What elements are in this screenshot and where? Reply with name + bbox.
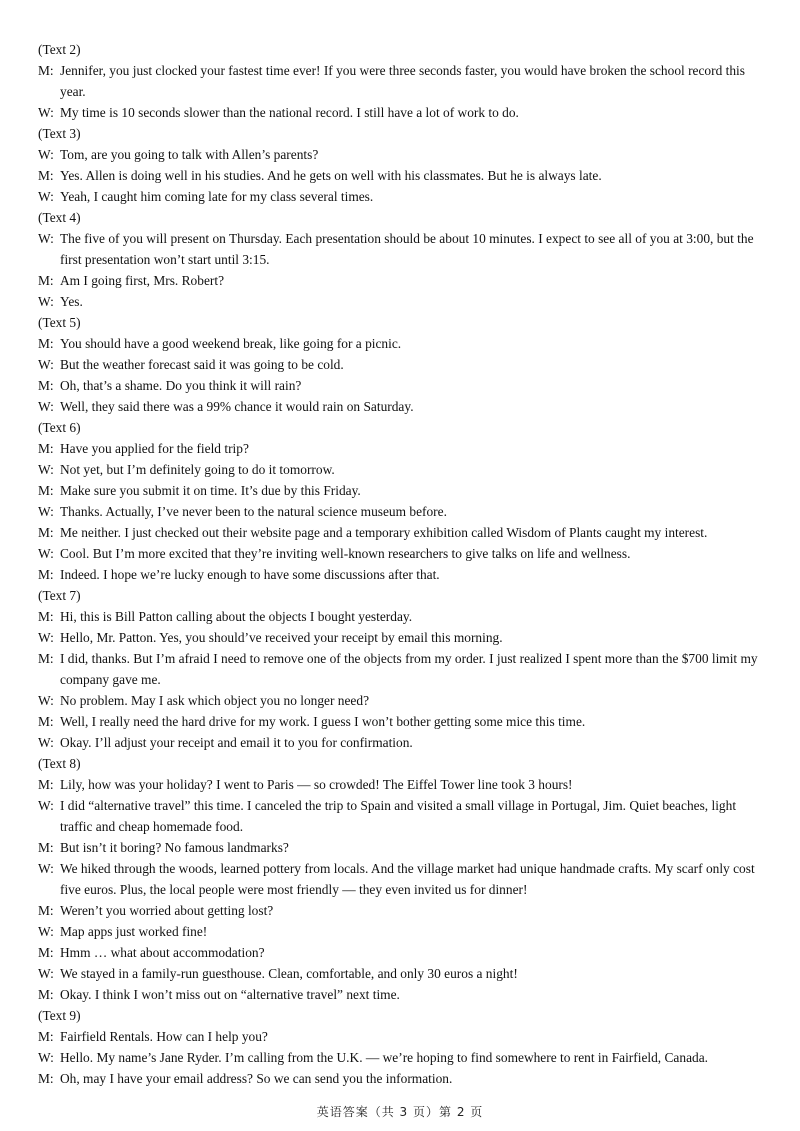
dialogue-text: Hi, this is Bill Patton calling about the objects I bought yesterday. <box>60 609 413 624</box>
dialogue-line <box>38 921 768 942</box>
dialogue-line <box>38 480 768 501</box>
dialogue-text: I did “alternative travel” this time. I canceled the trip to Spain and visited a small village in Portugal, Jim. Quiet beaches, light traffic and cheap homemade food. <box>60 798 737 834</box>
dialogue-line <box>38 501 768 522</box>
dialogue-line <box>38 438 768 459</box>
dialogue-text: My time is 10 seconds slower than the national record. I still have a lot of work to do. <box>60 105 519 120</box>
speaker-label: W: <box>38 147 54 162</box>
dialogue-text: We stayed in a family-run guesthouse. Clean, comfortable, and only 30 euros a night! <box>60 966 518 981</box>
dialogue-text: Well, I really need the hard drive for my work. I guess I won’t bother getting some mice this time. <box>60 714 586 729</box>
dialogue-text: Not yet, but I’m definitely going to do it tomorrow. <box>60 462 335 477</box>
dialogue-text: Thanks. Actually, I’ve never been to the natural science museum before. <box>60 504 447 519</box>
speaker-label: M: <box>38 168 54 183</box>
speaker-label: W: <box>38 357 54 372</box>
dialogue-line <box>38 606 768 627</box>
speaker-label: W: <box>38 189 54 204</box>
speaker-label: W: <box>38 399 54 414</box>
dialogue-text: Am I going first, Mrs. Robert? <box>60 273 225 288</box>
speaker-label: W: <box>38 231 54 246</box>
speaker-label: M: <box>38 273 54 288</box>
dialogue-line <box>38 942 768 963</box>
speaker-label: M: <box>38 378 54 393</box>
speaker-label: W: <box>38 504 54 519</box>
dialogue-line <box>38 963 768 984</box>
dialogue-line <box>38 774 768 795</box>
dialogue-text: Yeah, I caught him coming late for my class several times. <box>60 189 374 204</box>
speaker-label: M: <box>38 1029 54 1044</box>
dialogue-line <box>38 291 768 312</box>
dialogue-line <box>38 396 768 417</box>
dialogue-text: Okay. I think I won’t miss out on “alternative travel” next time. <box>60 987 400 1002</box>
dialogue-line <box>38 900 768 921</box>
speaker-label: W: <box>38 1050 54 1065</box>
speaker-label: M: <box>38 525 54 540</box>
dialogue-line <box>38 354 768 375</box>
dialogue-text: Okay. I’ll adjust your receipt and email it to you for confirmation. <box>60 735 413 750</box>
section-heading: (Text 4) <box>38 210 81 225</box>
section-heading: (Text 6) <box>38 420 81 435</box>
dialogue-line <box>38 165 768 186</box>
dialogue-text: We hiked through the woods, learned pottery from locals. And the village market had unique handmade crafts. My scarf only cost five euros. Plus, the local people were most friendly — they even invited us for dinner! <box>60 861 755 897</box>
dialogue-line <box>38 837 768 858</box>
dialogue-text: Hmm … what about accommodation? <box>60 945 265 960</box>
dialogue-line <box>38 186 768 207</box>
section-heading: (Text 3) <box>38 126 81 141</box>
dialogue-line <box>38 1026 768 1047</box>
speaker-label: M: <box>38 777 54 792</box>
speaker-label: W: <box>38 462 54 477</box>
dialogue-text: Make sure you submit it on time. It’s due by this Friday. <box>60 483 361 498</box>
speaker-label: M: <box>38 903 54 918</box>
dialogue-line <box>38 984 768 1005</box>
speaker-label: W: <box>38 735 54 750</box>
dialogue-line <box>38 144 768 165</box>
section-heading: (Text 2) <box>38 42 81 57</box>
dialogue-text: I did, thanks. But I’m afraid I need to remove one of the objects from my order. I just realized I spent more than the $700 limit my company gave me. <box>60 651 758 687</box>
dialogue-line <box>38 102 768 123</box>
section-heading: (Text 7) <box>38 588 81 603</box>
dialogue-line <box>38 1047 768 1068</box>
speaker-label: M: <box>38 63 54 78</box>
dialogue-text: Hello, Mr. Patton. Yes, you should’ve received your receipt by email this morning. <box>60 630 503 645</box>
dialogue-text: Fairfield Rentals. How can I help you? <box>60 1029 268 1044</box>
dialogue-text: Jennifer, you just clocked your fastest time ever! If you were three seconds faster, you would have broken the school record this year. <box>60 63 745 99</box>
speaker-label: M: <box>38 483 54 498</box>
dialogue-text: Oh, that’s a shame. Do you think it will rain? <box>60 378 302 393</box>
dialogue-line <box>38 270 768 291</box>
dialogue-line <box>38 648 768 690</box>
speaker-label: M: <box>38 945 54 960</box>
dialogue-text: Tom, are you going to talk with Allen’s parents? <box>60 147 319 162</box>
dialogue-line <box>38 795 768 837</box>
section-heading: (Text 5) <box>38 315 81 330</box>
section-heading: (Text 8) <box>38 756 81 771</box>
dialogue-line <box>38 627 768 648</box>
listening-transcript <box>38 39 768 1089</box>
dialogue-text: Yes. Allen is doing well in his studies. And he gets on well with his classmates. But he is always late. <box>60 168 602 183</box>
dialogue-line <box>38 333 768 354</box>
speaker-label: M: <box>38 567 54 582</box>
dialogue-line <box>38 522 768 543</box>
dialogue-line <box>38 228 768 270</box>
dialogue-text: Yes. <box>60 294 83 309</box>
dialogue-line <box>38 711 768 732</box>
speaker-label: M: <box>38 987 54 1002</box>
dialogue-text: The five of you will present on Thursday. Each presentation should be about 10 minutes. I expect to see all of you at 3:00, but the first presentation won’t start until 3:15. <box>60 231 754 267</box>
dialogue-line <box>38 375 768 396</box>
speaker-label: W: <box>38 294 54 309</box>
dialogue-line <box>38 60 768 102</box>
speaker-label: M: <box>38 1071 54 1086</box>
speaker-label: W: <box>38 798 54 813</box>
speaker-label: W: <box>38 630 54 645</box>
dialogue-text: Well, they said there was a 99% chance it would rain on Saturday. <box>60 399 414 414</box>
speaker-label: W: <box>38 924 54 939</box>
speaker-label: W: <box>38 693 54 708</box>
speaker-label: M: <box>38 336 54 351</box>
dialogue-text: Have you applied for the field trip? <box>60 441 249 456</box>
dialogue-line <box>38 858 768 900</box>
dialogue-line <box>38 564 768 585</box>
page-footer: 英语答案（共 3 页）第 2 页 <box>316 1105 484 1119</box>
dialogue-text: Hello. My name’s Jane Ryder. I’m calling from the U.K. — we’re hoping to find somewhere to rent in Fairfield, Canada. <box>60 1050 708 1065</box>
dialogue-text: Weren’t you worried about getting lost? <box>60 903 274 918</box>
dialogue-line <box>38 543 768 564</box>
speaker-label: W: <box>38 546 54 561</box>
dialogue-text: You should have a good weekend break, like going for a picnic. <box>60 336 402 351</box>
dialogue-text: But the weather forecast said it was going to be cold. <box>60 357 344 372</box>
dialogue-text: Indeed. I hope we’re lucky enough to have some discussions after that. <box>60 567 440 582</box>
speaker-label: W: <box>38 966 54 981</box>
dialogue-text: But isn’t it boring? No famous landmarks? <box>60 840 289 855</box>
speaker-label: M: <box>38 441 54 456</box>
speaker-label: W: <box>38 861 54 876</box>
dialogue-text: Cool. But I’m more excited that they’re inviting well-known researchers to give talks on life and wellness. <box>60 546 631 561</box>
dialogue-text: Map apps just worked fine! <box>60 924 208 939</box>
speaker-label: M: <box>38 714 54 729</box>
dialogue-line <box>38 459 768 480</box>
speaker-label: M: <box>38 840 54 855</box>
dialogue-text: No problem. May I ask which object you no longer need? <box>60 693 370 708</box>
speaker-label: M: <box>38 651 54 666</box>
speaker-label: W: <box>38 105 54 120</box>
dialogue-text: Oh, may I have your email address? So we can send you the information. <box>60 1071 453 1086</box>
dialogue-text: Me neither. I just checked out their website page and a temporary exhibition called Wisdom of Plants caught my interest. <box>60 525 708 540</box>
dialogue-line <box>38 732 768 753</box>
dialogue-line <box>38 690 768 711</box>
section-heading: (Text 9) <box>38 1008 81 1023</box>
dialogue-text: Lily, how was your holiday? I went to Paris — so crowded! The Eiffel Tower line took 3 hours! <box>60 777 573 792</box>
dialogue-line <box>38 1068 768 1089</box>
speaker-label: M: <box>38 609 54 624</box>
